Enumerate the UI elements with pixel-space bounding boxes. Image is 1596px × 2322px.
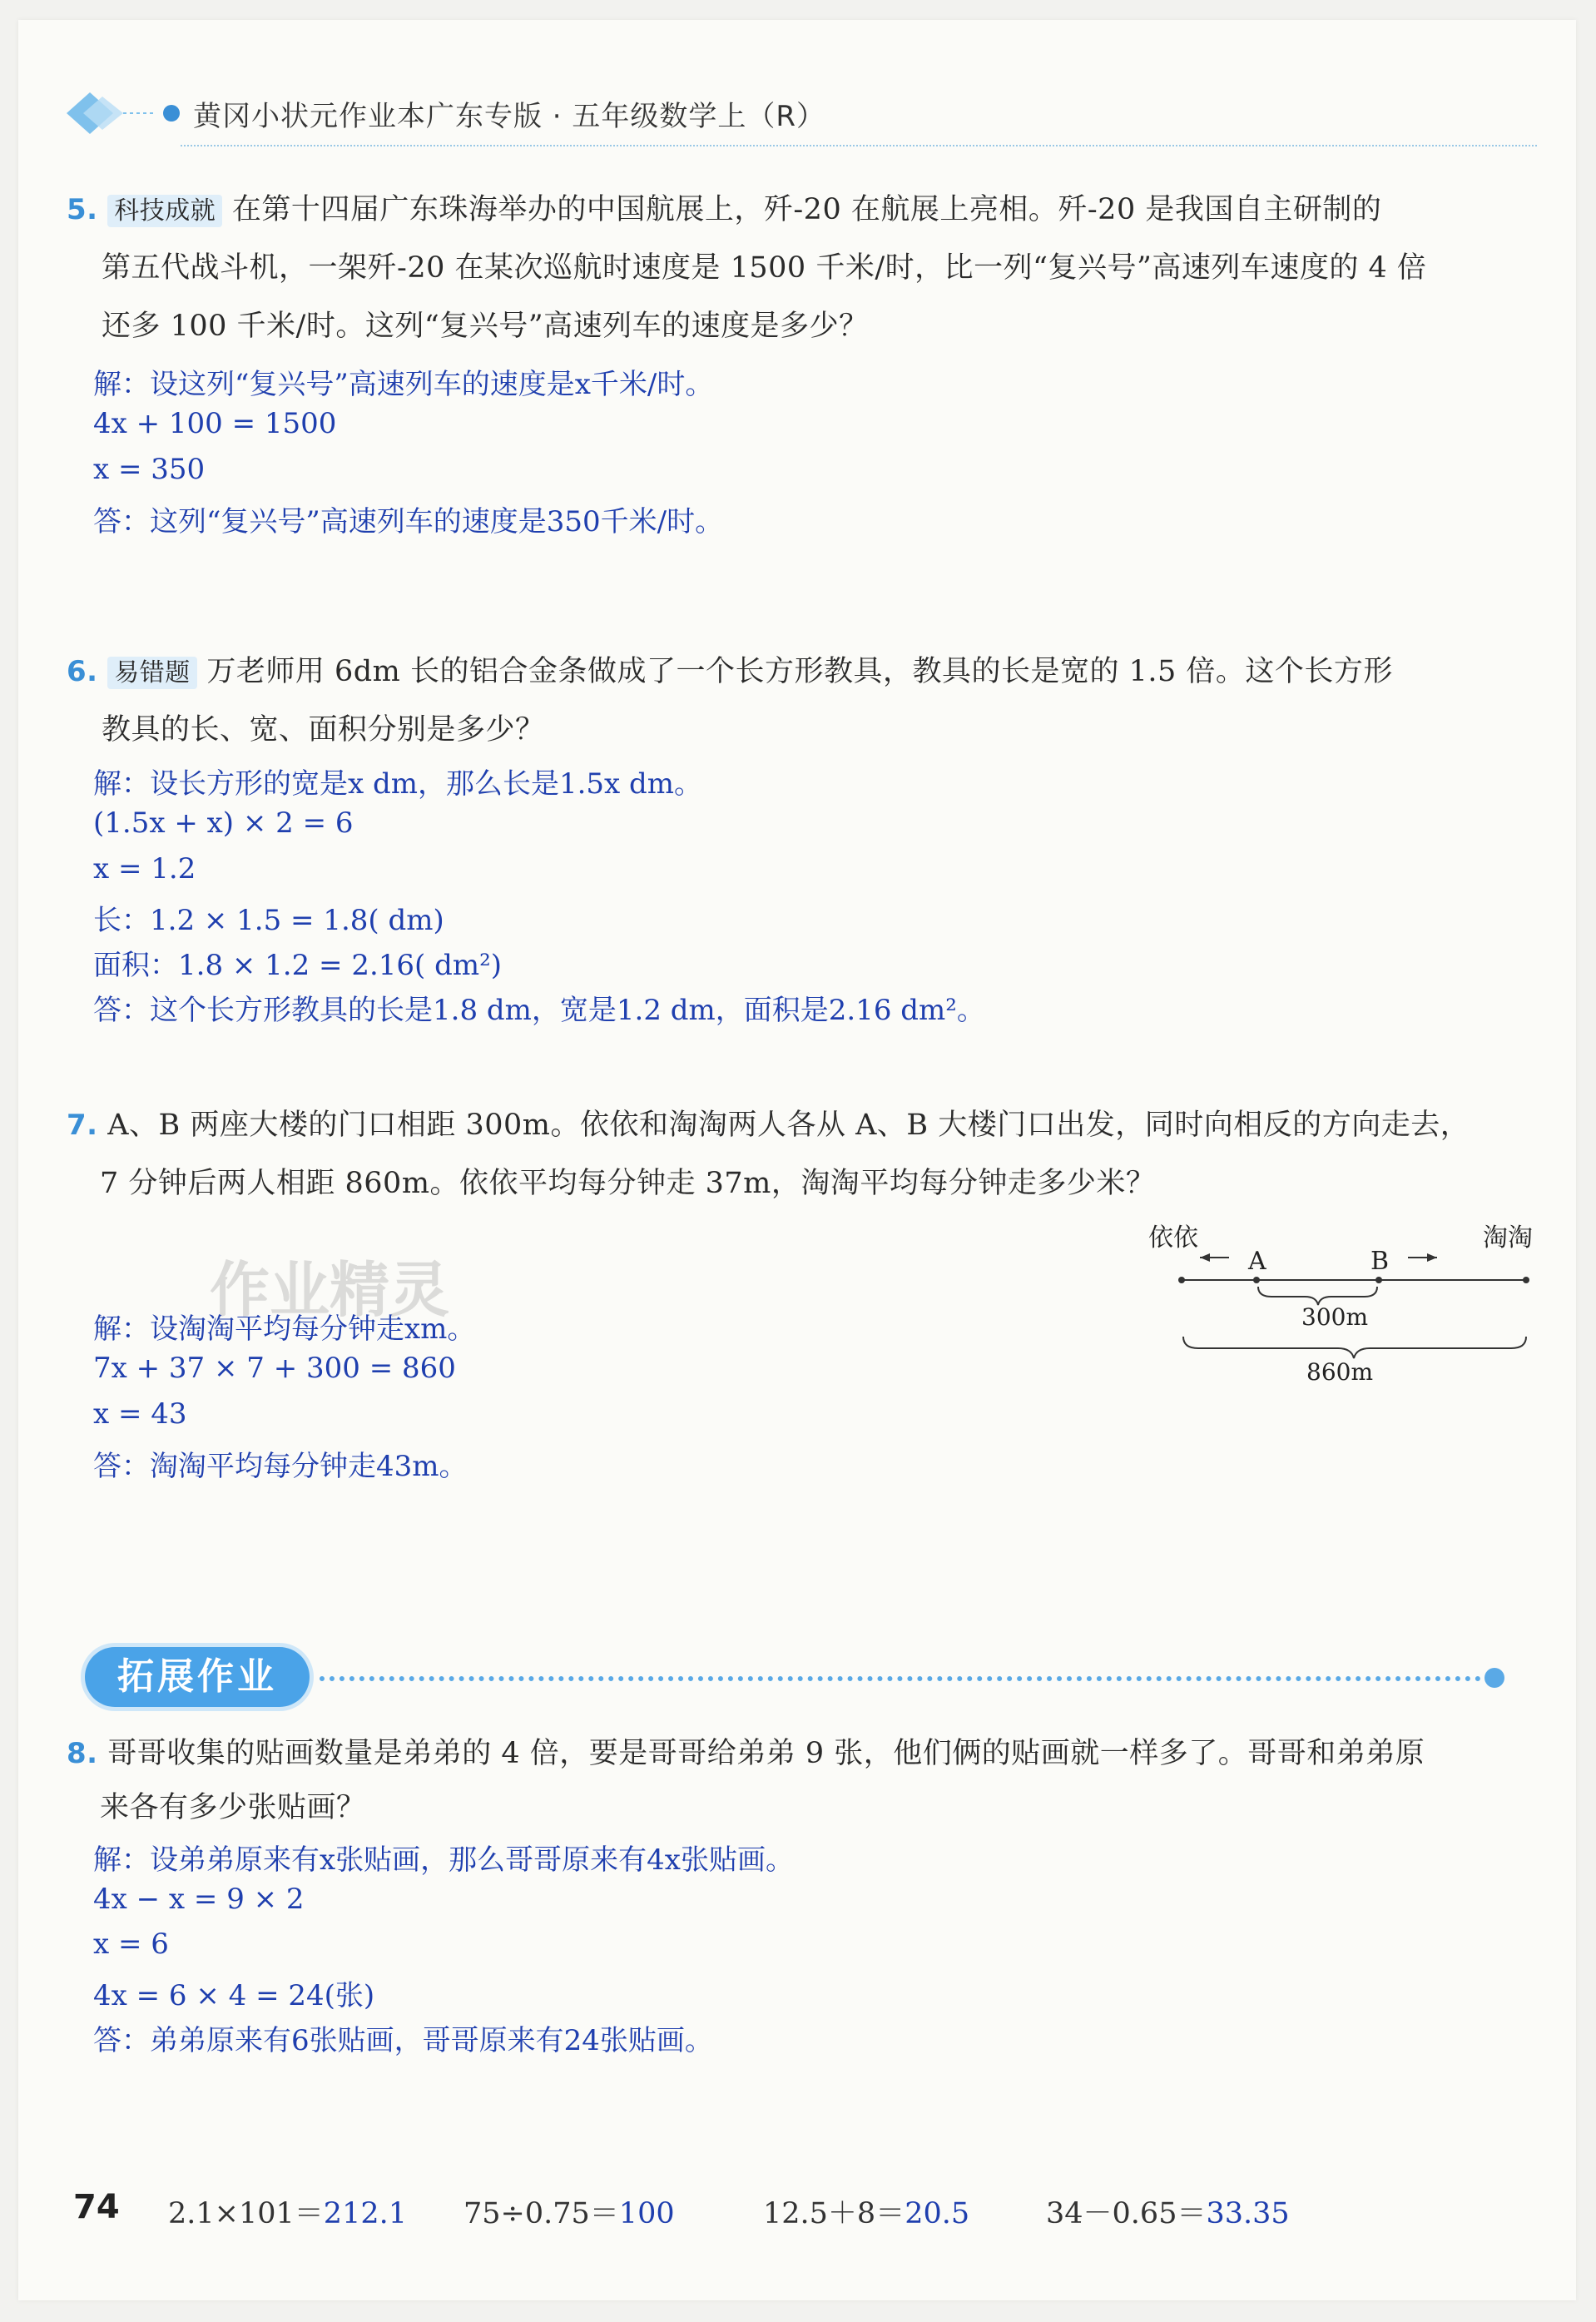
q5-answer-3: x = 350 [93,453,206,486]
footer-calc-1 [168,2191,407,2232]
header-logo-icon [65,88,190,141]
footer-calc-3 [763,2191,969,2232]
q7-answer-4: 答：淘淘平均每分钟走43m。 [93,1450,468,1483]
q8-answer-1: 解：设弟弟原来有x张贴画，那么哥哥原来有4x张贴画。 [93,1843,794,1877]
q8-line-2: 来各有多少张贴画？ [100,1791,366,1824]
footer-calc-2-expr: 75÷0.75＝ [463,2197,619,2230]
q7-line-2: 7 分钟后两人相距 860m。依依平均每分钟走 37m，淘淘平均每分钟走多少米？ [100,1167,1156,1200]
watermark: 作业精灵 [210,1255,450,1325]
q8-line-1 [67,1730,1425,1772]
footer-calc-1-result: 212.1 [323,2197,407,2230]
diagram-point-a: A [1248,1247,1266,1276]
q7-text-1: A、B 两座大楼的门口相距 300m。依依和淘淘两人各从 A、B 大楼门口出发，同时向相反的方向走去， [107,1109,1470,1142]
q5-number: 5. [67,193,98,226]
q6-number: 6. [67,655,98,688]
q7-distance-diagram [1133,1210,1549,1402]
diagram-total-distance: 860m [1306,1358,1373,1386]
q7-line-1 [67,1102,1470,1144]
q5-answer-1: 解：设这列“复兴号”高速列车的速度是x千米/时。 [93,368,714,401]
footer-calc-3-expr: 12.5＋8＝ [763,2197,905,2230]
header-divider [181,145,1537,146]
q8-answer-5: 答：弟弟原来有6张贴画，哥哥原来有24张贴画。 [93,2024,713,2057]
q8-text-1: 哥哥收集的贴画数量是弟弟的 4 倍，要是哥哥给弟弟 9 张，他们俩的贴画就一样多了。哥哥和弟弟原 [107,1737,1425,1770]
q8-answer-4: 4x = 6 × 4 = 24(张) [93,1979,375,2012]
diagram-right-name: 淘淘 [1483,1223,1533,1253]
q6-answer-5: 面积：1.8 × 1.2 = 2.16( dm²) [93,949,503,982]
extension-dotted-line [320,1676,1501,1681]
q6-answer-3: x = 1.2 [93,852,196,886]
q8-number: 8. [67,1737,98,1770]
extension-badge: 拓展作业 [85,1647,310,1707]
footer-calc-4 [1046,2191,1290,2232]
q6-answer-4: 长：1.2 × 1.5 = 1.8( dm) [93,904,444,937]
extension-dot-icon [1484,1668,1504,1688]
page-number: 74 [73,2188,120,2226]
footer-calc-4-expr: 34－0.65＝ [1046,2197,1207,2230]
q6-line-2: 教具的长、宽、面积分别是多少？ [102,713,545,747]
q6-answer-1: 解：设长方形的宽是x dm，那么长是1.5x dm。 [93,767,703,801]
q8-answer-3: x = 6 [93,1928,169,1961]
q5-line-3: 还多 100 千米/时。这列“复兴号”高速列车的速度是多少？ [102,310,869,343]
q5-answer-2: 4x + 100 = 1500 [93,407,337,440]
q5-answer-4: 答：这列“复兴号”高速列车的速度是350千米/时。 [93,505,724,538]
q5-text-1: 在第十四届广东珠海举办的中国航展上，歼-20 在航展上亮相。歼-20 是我国自主研制的 [231,193,1382,226]
footer-calc-1-expr: 2.1×101＝ [168,2197,324,2230]
footer-calc-2 [463,2191,675,2232]
diagram-inner-distance: 300m [1301,1303,1368,1331]
q6-answer-6: 答：这个长方形教具的长是1.8 dm，宽是1.2 dm，面积是2.16 dm²。 [93,994,985,1027]
workbook-page [18,20,1576,2300]
diagram-point-b: B [1370,1247,1390,1276]
q6-answer-2: (1.5x + x) × 2 = 6 [93,806,354,840]
footer-calc-2-result: 100 [618,2197,675,2230]
q5-line-2: 第五代战斗机，一架歼-20 在某次巡航时速度是 1500 千米/时，比一列“复兴号”高速列车速度的 4 倍 [102,251,1427,285]
q5-tag: 科技成就 [107,195,222,227]
q7-answer-1: 解：设淘淘平均每分钟走xm。 [93,1312,476,1346]
q6-tag: 易错题 [107,657,197,689]
footer-calc-4-result: 33.35 [1206,2197,1290,2230]
q7-number: 7. [67,1109,98,1142]
q6-line-1 [67,648,1393,690]
q8-answer-2: 4x − x = 9 × 2 [93,1883,305,1916]
header-title: 黄冈小状元作业本广东专版 · 五年级数学上（R） [193,100,826,133]
diagram-left-name: 依依 [1148,1223,1198,1253]
q7-answer-3: x = 43 [93,1397,187,1431]
footer-calc-3-result: 20.5 [905,2197,970,2230]
q6-text-1: 万老师用 6dm 长的铝合金条做成了一个长方形教具，教具的长是宽的 1.5 倍。这个长方形 [206,655,1393,688]
q5-line-1 [67,186,1381,228]
diagram-lines [1133,1210,1549,1402]
q7-answer-2: 7x + 37 × 7 + 300 = 860 [93,1352,456,1385]
